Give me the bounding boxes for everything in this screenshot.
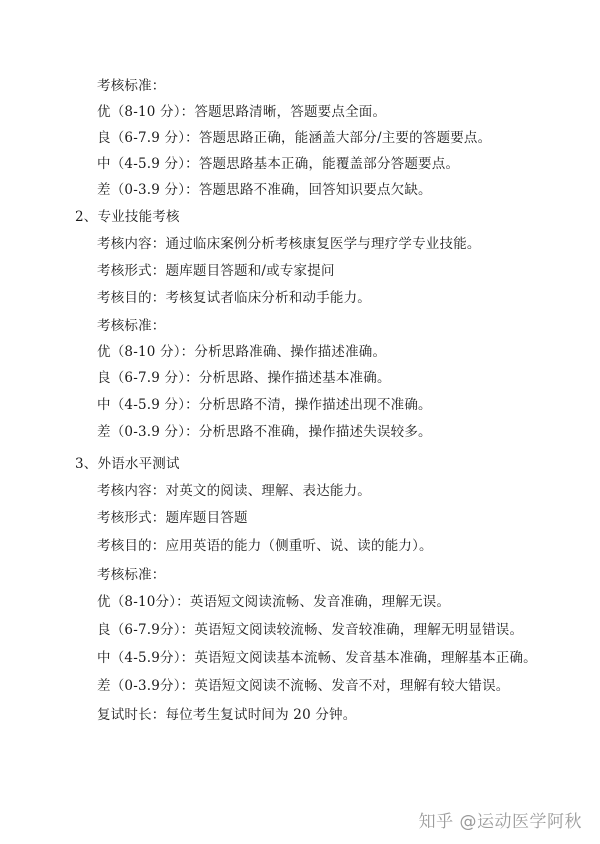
watermark-text: 知乎 @运动医学阿秋 <box>418 812 582 832</box>
text-line: 中（4-5.9 分）：答题思路基本正确，能覆盖部分答题要点。 <box>97 156 460 172</box>
text-line: 考核内容：对英文的阅读、理解、表达能力。 <box>97 483 371 499</box>
text-line: 优（8-10 分）：分析思路准确、操作描述准确。 <box>97 344 387 360</box>
section-heading: 2、专业技能考核 <box>75 209 180 225</box>
text-line: 考核形式：题库题目答题和/或专家提问 <box>97 263 335 279</box>
text-line: 考核标准： <box>97 567 166 583</box>
text-line: 考核目的：应用英语的能力（侧重听、说、读的能力）。 <box>97 538 433 554</box>
text-line: 中（4-5.9分）：英语短文阅读基本流畅、发音基本准确，理解基本正确。 <box>97 650 537 666</box>
text-line: 考核标准： <box>97 318 166 334</box>
text-line: 差（0-3.9分）：英语短文阅读不流畅、发音不对，理解有较大错误。 <box>97 678 510 694</box>
text-line: 良（6-7.9分）：英语短文阅读较流畅、发音较准确，理解无明显错误。 <box>97 622 524 638</box>
text-line: 差（0-3.9 分）：答题思路不准确，回答知识要点欠缺。 <box>97 182 432 198</box>
text-line: 中（4-5.9 分）：分析思路不清，操作描述出现不准确。 <box>97 397 432 413</box>
text-line: 优（8-10 分）：答题思路清晰，答题要点全面。 <box>97 104 387 120</box>
text-line: 考核形式：题库题目答题 <box>97 510 248 526</box>
text-line: 考核标准： <box>97 78 166 94</box>
text-line: 考核目的：考核复试者临床分析和动手能力。 <box>97 290 371 306</box>
section-heading: 3、外语水平测试 <box>75 456 180 472</box>
text-line: 良（6-7.9 分）：分析思路、操作描述基本准确。 <box>97 370 391 386</box>
text-line: 优（8-10分）：英语短文阅读流畅、发音准确，理解无误。 <box>97 594 451 610</box>
text-line: 考核内容：通过临床案例分析考核康复医学与理疗学专业技能。 <box>97 236 481 252</box>
text-line: 差（0-3.9 分）：分析思路不准确，操作描述失误较多。 <box>97 424 432 440</box>
text-line: 复试时长：每位考生复试时间为 20 分钟。 <box>97 707 357 723</box>
text-line: 良（6-7.9 分）：答题思路正确，能涵盖大部分/主要的答题要点。 <box>97 130 492 146</box>
